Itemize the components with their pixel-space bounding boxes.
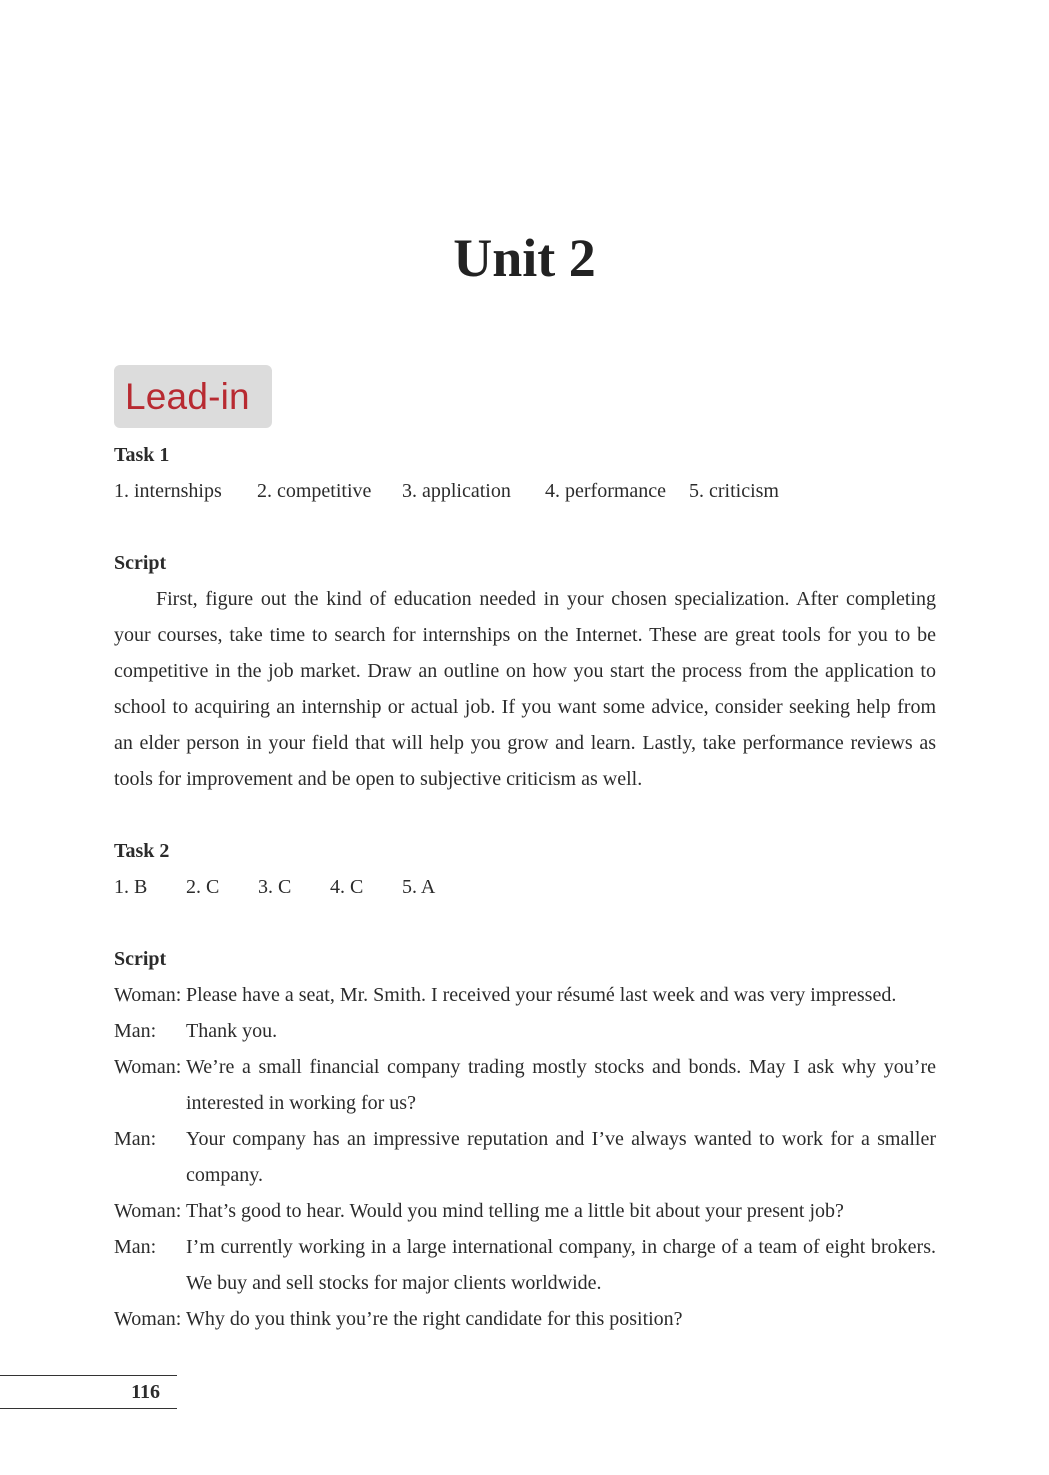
dialogue-line — [114, 1301, 936, 1337]
task2-answer: 2. C — [186, 876, 220, 898]
dialogue-text: Thank you. — [186, 1020, 278, 1042]
task1-answer: 4. performance — [545, 480, 667, 502]
dialogue-text: We’re a small financial company trading mostly stocks and bonds. May I ask why you’re interested in working for us? — [186, 1056, 936, 1114]
task1-heading: Task 1 — [114, 444, 170, 466]
dialogue-line — [114, 1013, 936, 1049]
page-number: 116 — [131, 1381, 160, 1403]
page-content — [114, 437, 936, 1337]
dialogue-line — [114, 1121, 936, 1193]
task1-answers — [114, 473, 936, 509]
dialogue-text: Your company has an impressive reputation and I’ve always wanted to work for a smaller company. — [186, 1128, 936, 1186]
speaker-label: Woman: — [114, 984, 182, 1006]
speaker-label: Woman: — [114, 1056, 182, 1078]
task2-script-heading: Script — [114, 948, 167, 970]
speaker-label: Man: — [114, 1236, 157, 1258]
task1-answer: 1. internships — [114, 480, 222, 502]
task2-answer: 5. A — [402, 876, 436, 898]
speaker-label: Woman: — [114, 1200, 182, 1222]
dialogue-line — [114, 1193, 936, 1229]
speaker-label: Woman: — [114, 1308, 182, 1330]
dialogue — [114, 977, 936, 1337]
task1-answer: 3. application — [402, 480, 511, 502]
task1-answer: 5. criticism — [689, 480, 779, 502]
task2-answer: 3. C — [258, 876, 292, 898]
dialogue-line — [114, 977, 936, 1013]
footer-rule-top — [0, 1375, 177, 1376]
speaker-label: Man: — [114, 1020, 157, 1042]
task2-answer: 4. C — [330, 876, 364, 898]
task2-answers — [114, 869, 936, 905]
speaker-label: Man: — [114, 1128, 157, 1150]
dialogue-text: I’m currently working in a large international company, in charge of a team of eight brokers. We buy and sell stocks for major clients worldwide. — [186, 1236, 936, 1294]
dialogue-line — [114, 1049, 936, 1121]
task1-script-text: First, figure out the kind of education needed in your chosen specialization. After completing your courses, take time to search for internships on the Internet. These are great tools for you to be competitive in the job market. Draw an outline on how you start the process from the application to school to acquiring an internship or actual job. If you want some advice, consider seeking help from an elder person in your field that will help you grow and learn. Lastly, take performance reviews as tools for improvement and be open to subjective criticism as well. — [114, 588, 936, 790]
task1-answer: 2. competitive — [257, 480, 372, 502]
dialogue-text: Please have a seat, Mr. Smith. I received your résumé last week and was very impressed. — [186, 984, 897, 1006]
section-title: Lead-in — [125, 375, 250, 417]
section-badge — [114, 365, 272, 428]
dialogue-line — [114, 1229, 936, 1301]
task1-script-heading: Script — [114, 552, 167, 574]
task2-heading: Task 2 — [114, 840, 170, 862]
unit-title: Unit 2 — [453, 228, 596, 288]
dialogue-text: That’s good to hear. Would you mind telling me a little bit about your present job? — [186, 1200, 844, 1222]
footer-rule-bottom — [0, 1408, 177, 1409]
task2-answer: 1. B — [114, 876, 148, 898]
dialogue-text: Why do you think you’re the right candidate for this position? — [186, 1308, 683, 1330]
